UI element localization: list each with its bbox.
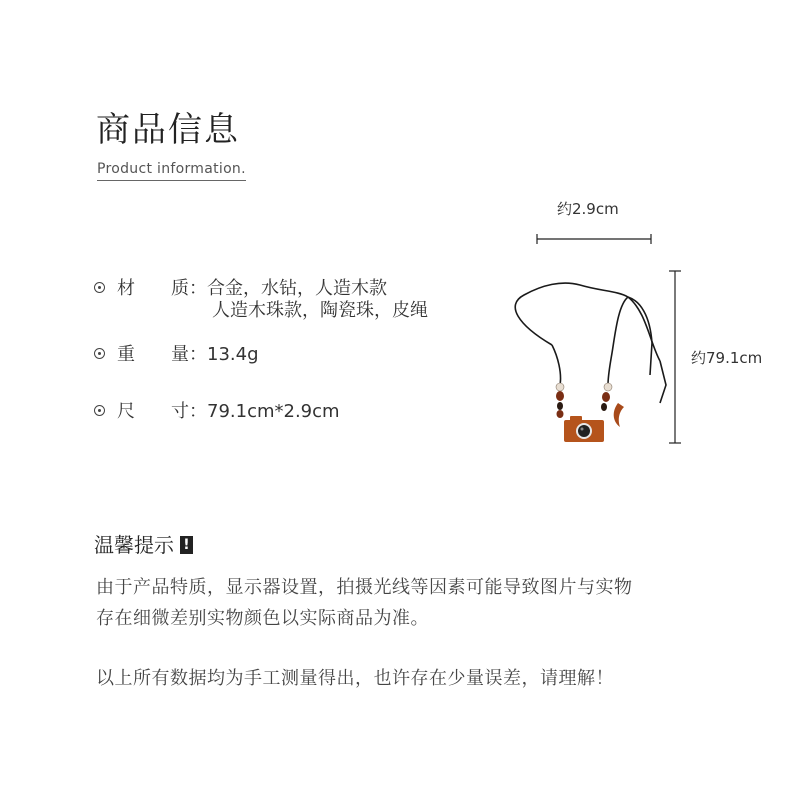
tips-paragraph-1 bbox=[96, 572, 633, 634]
width-dimension-label: 约2.9cm bbox=[557, 200, 619, 218]
tips-title bbox=[94, 532, 193, 558]
tips-line: 由于产品特质，显示器设置，拍摄光线等因素可能导致图片与实物 bbox=[96, 577, 633, 598]
spec-label-first: 重 bbox=[117, 344, 135, 365]
page-title: 商品信息 bbox=[96, 110, 240, 150]
exclamation-icon: ! bbox=[180, 536, 193, 554]
spec-value: 79.1cm*2.9cm bbox=[207, 401, 340, 422]
spec-value: 合金，水钻，人造木款 bbox=[207, 278, 387, 299]
camera-pendant bbox=[564, 416, 604, 442]
length-dimension-label: 约79.1cm bbox=[691, 349, 763, 367]
spec-label-first: 尺 bbox=[117, 401, 135, 422]
page-subtitle: Product information. bbox=[97, 160, 246, 181]
necklace-cord bbox=[515, 283, 666, 403]
necklace-beads bbox=[556, 383, 612, 418]
width-dimension-line bbox=[537, 234, 651, 244]
spec-value-line2: 人造木珠款，陶瓷珠，皮绳 bbox=[212, 300, 428, 321]
spec-value: 13.4g bbox=[207, 344, 259, 365]
tips-title-text: 温馨提示 bbox=[94, 533, 174, 557]
spec-material bbox=[94, 278, 428, 321]
spec-label-first: 材 bbox=[117, 278, 135, 299]
product-image bbox=[500, 225, 690, 450]
moon-charm bbox=[614, 403, 624, 427]
spec-label-rest: 质： bbox=[171, 278, 207, 299]
length-dimension-line bbox=[669, 271, 681, 443]
bullet-icon bbox=[94, 348, 105, 359]
tips-paragraph-2: 以上所有数据均为手工测量得出，也许存在少量误差，请理解！ bbox=[96, 668, 614, 689]
spec-weight bbox=[94, 344, 259, 366]
spec-size bbox=[94, 401, 340, 423]
bullet-icon bbox=[94, 405, 105, 416]
tips-line: 存在细微差别实物颜色以实际商品为准。 bbox=[96, 608, 429, 629]
spec-label-rest: 寸： bbox=[171, 401, 207, 422]
bullet-icon bbox=[94, 282, 105, 293]
spec-label-rest: 量： bbox=[171, 344, 207, 365]
